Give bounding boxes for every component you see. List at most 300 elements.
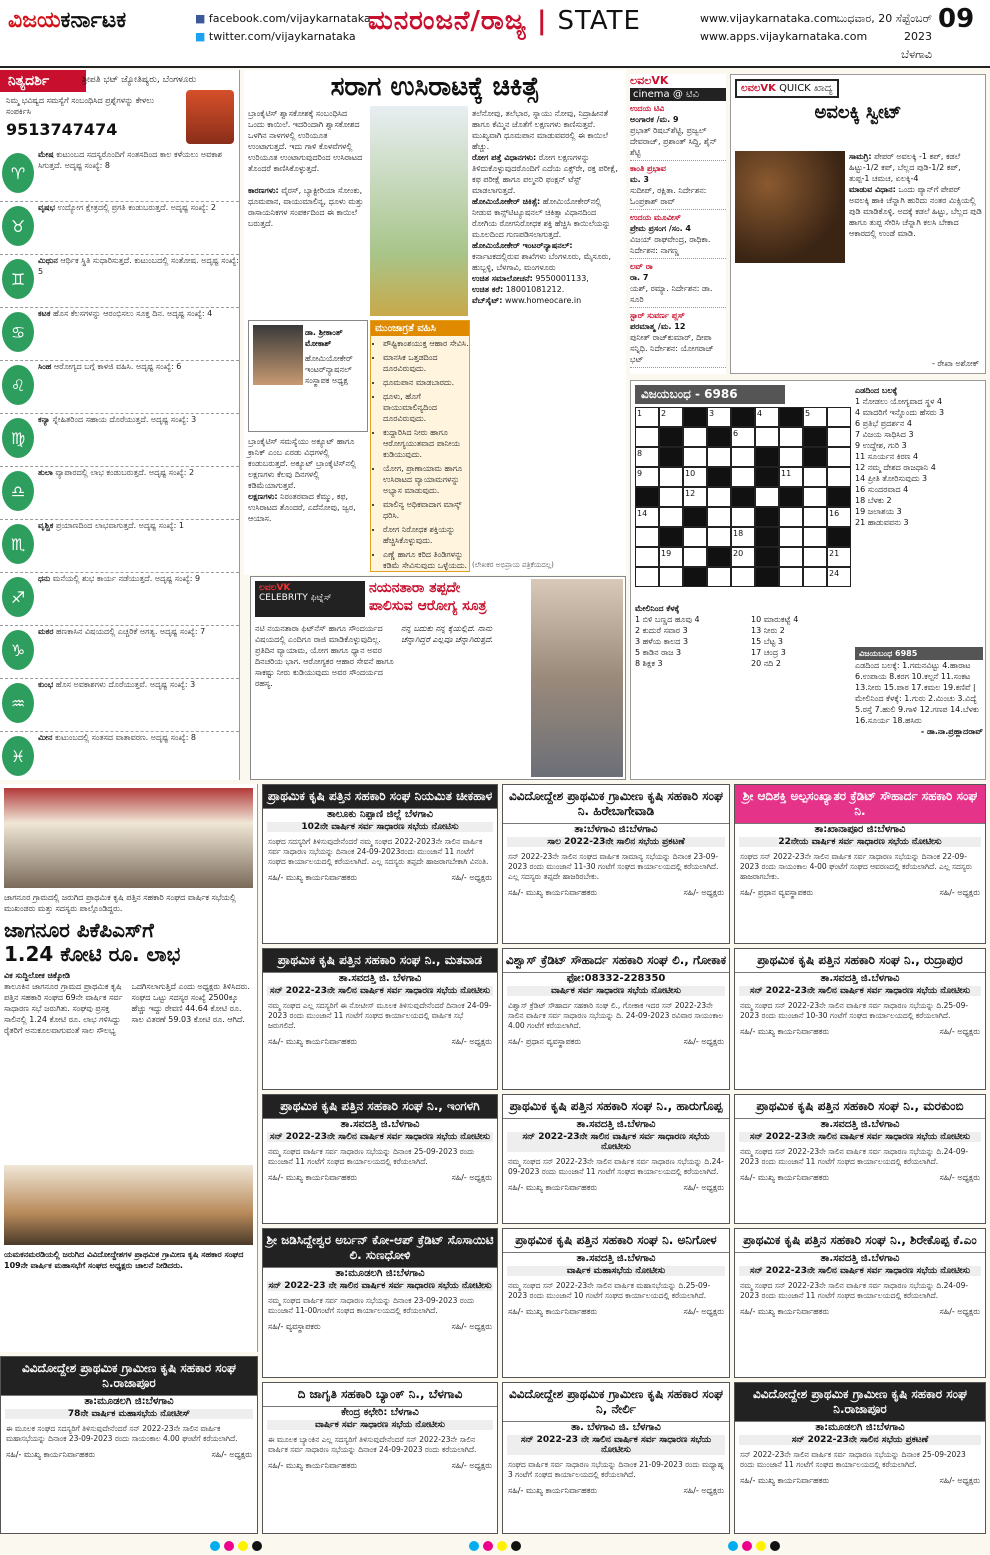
zodiac-list — [0, 149, 239, 785]
crossword-cell[interactable] — [683, 447, 707, 467]
zodiac-text — [38, 520, 184, 572]
notice-signature-right: ಸಹಿ/- ಅಧ್ಯಕ್ಷರು — [451, 1173, 492, 1182]
celebrity-fitness — [250, 576, 626, 780]
down-clue: 13 ನೀರು 2 — [751, 626, 785, 635]
notice-subtitle: ತಾ:ಮೂಡಲಗಿ ಜಿ:ಬೆಳಗಾವಿ — [84, 1396, 174, 1407]
notice-signature-left: ಸಹಿ/- ಮುಖ್ಯ ಕಾರ್ಯನಿರ್ವಾಹಕರು — [268, 873, 358, 882]
zodiac-row — [0, 308, 239, 361]
article-body-1: ಬ್ರಾಂಕೈಟಿಸ್ ಶ್ವಾಸಕೋಶಕ್ಕೆ ಸಂಬಂಧಿಸಿದ ಒಂದು ಕಾಯಿಲೆ. ಇದರಿಂದಾಗಿ ಶ್ವಾಸಕೋಶದ ಒಳಗಿನ ನಾಳಗಳಲ್ಲಿ ಉರಿಯೂತ ಉಂಟಾಗುತ್ತದೆ. ಇದು ಗಾಳಿ ಕೊಳವೆಗಳಲ್ಲಿ ಉರಿಯೂತ ಉಂಟಾಗುವುದರಿಂದ ಉಸಿರಾಟದ ತೊಂದರೆ ಕಾಣಿಸಿಕೊಳ್ಳುತ್ತದೆ. ಕಾರಣಗಳು: ವೈರಸ್, ಬ್ಯಾಕ್ಟೀರಿಯಾ ಸೋಂಕು, ಧೂಮಪಾನ, ವಾಯುಮಾಲಿನ್ಯ, ಧೂಳು ಮತ್ತು ರಾಸಾಯನಿಕಗಳ ಸಂಪರ್ಕದಿಂದ ಈ ಕಾಯಿಲೆ ಬರುತ್ತದೆ. — [248, 109, 364, 228]
crossword-black-cell — [827, 487, 851, 507]
caution-box — [370, 320, 470, 572]
zodiac-row — [0, 361, 239, 414]
crossword-cell[interactable] — [803, 507, 827, 527]
crossword-cell[interactable] — [683, 427, 707, 447]
caution-item: • ಪೌಷ್ಟಿಕಾಂಶಯುಕ್ತ ಆಹಾರ ಸೇವಿಸಿ. — [383, 338, 469, 349]
crossword-cell[interactable] — [779, 527, 803, 547]
zodiac-icon: ♒ — [2, 683, 34, 723]
tv-channel: ಸ್ಟಾರ್ ಸುವರ್ಣ ಪ್ಲಸ್ — [630, 311, 685, 320]
notice-box — [734, 1228, 986, 1378]
across-clue: 1 ನೋಡಲು ಯೋಗ್ಯವಾದ ಸ್ಥಳ 4 — [855, 397, 943, 406]
tv-item — [630, 210, 726, 259]
zodiac-text — [38, 467, 194, 519]
notice-body: ನಮ್ಮ ಸಂಘದ ಸನ್ 2022-23ನೇ ಸಾಲಿನ ವಾರ್ಷಿಕ ಮಹಾಸಭೆಯನ್ನು ದಿ.25-09-2023 ರಂದು ಮುಂಜಾನೆ 10 ಗಂಟೆಗೆ ಸಂಘದ ಕಾರ್ಯಾಲಯದಲ್ಲಿ ಕರೆಯಲಾಗಿದೆ. — [508, 1281, 711, 1300]
crossword-cell[interactable] — [803, 527, 827, 547]
notice-heading: ಸನ್ 2022-23ನೇ ಸಾಲಿನ ಸಭೆಯ ಪ್ರಕಟಣೆ — [739, 1435, 981, 1445]
notice-body: ನಮ್ಮ ಸಂಘದ ಸನ್ 2022-23ನೇ ಸಾಲಿನ ವಾರ್ಷಿಕ ಸರ್ವ ಸಾಧಾರಣ ಸಭೆಯನ್ನು ದಿ.25-09-2023 ರಂದು ಮುಂಜಾನೆ 10-30 ಗಂಟೆಗೆ ಸಂಘದ ಕಾರ್ಯಾಲಯದಲ್ಲಿ ಕರೆಯಲಾಗಿದೆ. — [740, 1001, 969, 1020]
astrology-title: ನಿತ್ಯದರ್ಶಿ — [0, 70, 86, 92]
notice-title: ಪ್ರಾಥಮಿಕ ಕೃಷಿ ಪತ್ತಿನ ಸಹಕಾರಿ ಸಂಘ ನಿ., ಮತವಾಡ — [263, 949, 497, 973]
crossword-black-cell — [755, 547, 779, 567]
notice-heading: ಸನ್ 2022-23 ನೇ ಸಾಲಿನ ವಾರ್ಷಿಕ ಸರ್ವ ಸಾಧಾರಣ ಸಭೆಯ ನೋಟೀಸು — [268, 1281, 492, 1291]
zodiac-name: ಮಿಥುನ — [38, 256, 58, 265]
notice-heading: ವಾರ್ಷಿಕ ಸರ್ವ ಸಾಧಾರಣ ಸಭೆಯ ನೋಟೀಸು — [267, 1420, 493, 1430]
crossword-cell[interactable] — [803, 467, 827, 487]
function-photo — [4, 1165, 253, 1245]
crossword-cell[interactable] — [755, 427, 779, 447]
doctor-photo — [253, 325, 303, 385]
crossword-cell[interactable]: 2 — [659, 407, 683, 427]
crossword-down — [635, 603, 851, 669]
crossword-cell[interactable]: 20 — [731, 547, 755, 567]
notice-box — [502, 784, 730, 944]
crossword-answers: ವಿಜಯಬಂಧ 6985 ಎಡದಿಂದ ಬಲಕ್ಕೆ: 1.ಗಮನವಿಟ್ಟು 4.ಹಾರಾಟ 6.ಉಪಾಯ 8.ಕರಗ 10.ಕಲ್ಪನೆ 11.ಸಂಕಟ 13.ನೀರು 15.ಪಾಠ 17.ಕಮಲ 19.ಕಣಿವೆ | ಮೇಲಿನಿಂದ ಕೆಳಕ್ಕೆ: 1.ಗುರು 2.ಮಿಂಚು 3.ವಿದ್ಯೆ 5.ರಸ್ತೆ 7.ಹುಲಿ 9.ಗಾಳಿ 12.ಗಣಪ 14.ಬೆಳಕು 16.ಸೂರ್ಯ 18.ಹಸಿರು - ಡಾ.ನಾ.ಪ್ರಹ್ಲಾದರಾವ್ — [855, 649, 983, 736]
news-dateline: ವಿಕ ಸುದ್ದಿಲೋಕ ಚಿಕ್ಕೋಡಿ — [4, 971, 71, 980]
notice-signature-left: ಸಹಿ/- ಮುಖ್ಯ ಕಾರ್ಯನಿರ್ವಾಹಕರು — [268, 1173, 358, 1182]
notice-body: ನಮ್ಮ ಸಂಘದ ವಾರ್ಷಿಕ ಸರ್ವ ಸಾಧಾರಣ ಸಭೆಯನ್ನು ದಿನಾಂಕ 23-09-2023 ರಂದು ಮುಂಜಾನೆ 11-00ಗಂಟೆಗೆ ಸಂಘದ ಕಾರ್ಯಾಲಯದಲ್ಲಿ ಕರೆಯಲಾಗಿದೆ. — [268, 1296, 475, 1315]
tv-channel: ಲವ್ ರಾ — [630, 262, 653, 271]
twitter-link[interactable]: ■ twitter.com/vijaykarnataka — [195, 30, 356, 43]
notice-heading: 78ನೇ ವಾರ್ಷಿಕ ಮಹಾಸಭೆಯ ನೋಟೀಸ್ — [5, 1409, 253, 1419]
crossword-cell[interactable] — [731, 507, 755, 527]
zodiac-name: ಮಕರ — [38, 627, 54, 636]
notice-box — [0, 1356, 258, 1534]
crossword-cell[interactable] — [731, 467, 755, 487]
crossword-cell[interactable] — [731, 567, 755, 587]
tv-tag: cinema @ ಟಿವಿ — [630, 88, 726, 101]
astrology-intro: ನಿಮ್ಮ ಭವಿಷ್ಯದ ಸಮಸ್ಯೆಗೆ ಸಂಬಂಧಿಸಿದ ಪ್ರಶ್ನೆಗಳನ್ನು ಕೇಳಲು ಸಂಪರ್ಕಿಸಿ — [6, 96, 155, 116]
notice-signature-right: ಸಹಿ/- ಅಧ್ಯಕ್ಷರು — [939, 1173, 980, 1182]
notice-body: ಸಂಘದ ವಾರ್ಷಿಕ ಸರ್ವ ಸಾಧಾರಣ ಸಭೆಯನ್ನು ದಿನಾಂಕ 21-09-2023 ರಂದು ಮಧ್ಯಾಹ್ನ 3 ಗಂಟೆಗೆ ಸಂಘದ ಕಾರ್ಯಾಲಯದಲ್ಲಿ ಕರೆಯಲಾಗಿದೆ. — [508, 1460, 724, 1479]
notice-signatures — [503, 1034, 729, 1049]
tv-item — [630, 259, 726, 308]
across-clue: 11 ಸೂರ್ಯನ ಕಿರಣ 4 — [855, 452, 919, 461]
notice-title: ವಿವಿದೋದ್ದೇಶ ಪ್ರಾಥಮಿಕ ಗ್ರಾಮೀಣ ಕೃಷಿ ಸಹಕಾರ ಸಂಘ ನಿ.ರಾಜಾಪೂರ — [735, 1383, 985, 1422]
crossword-cell[interactable] — [635, 527, 659, 547]
zodiac-row — [0, 149, 239, 202]
celebrity-badge: ಲವಲVK CELEBRITY ಫಿಟ್ನೆಸ್ — [255, 581, 365, 617]
article-body-2: ಬ್ರಾಂಕೈಟಿಸ್ ಸಮಸ್ಯೆಯು ಅಕ್ಯೂಟ್ ಹಾಗೂ ಕ್ರಾನಿಕ್ ಎಂಬ ಎರಡು ವಿಧಗಳಲ್ಲಿ ಕಂಡುಬರುತ್ತದೆ. ಅಕ್ಯೂಟ್ ಬ್ರಾಂಕೈಟಿಸ್‌ನಲ್ಲಿ ಲಕ್ಷಣಗಳು ಕೆಲವು ದಿನಗಳಲ್ಲಿ ಕಡಿಮೆಯಾಗುತ್ತವೆ. ಲಕ್ಷಣಗಳು: ನಿರಂತರವಾದ ಕೆಮ್ಮು, ಕಫ, ಉಸಿರಾಟದ ತೊಂದರೆ, ಎದೆನೋವು, ಜ್ವರ, ಆಯಾಸ. — [248, 437, 356, 523]
crossword-cell[interactable]: 12 — [683, 487, 707, 507]
notice-signature-right: ಸಹಿ/- ಅಧ್ಯಕ್ಷರು — [939, 1476, 980, 1485]
crossword-cell[interactable]: 11 — [779, 467, 803, 487]
zodiac-text — [38, 149, 239, 201]
notice-subtitle: ತಾ. ಬೆಳಗಾವಿ ಜಿ. ಬೆಳಗಾವಿ — [571, 1422, 661, 1433]
down-clue: 1 ಬಿಳಿ ಬಣ್ಣದ ಹೂವು 4 — [635, 615, 700, 624]
zodiac-row — [0, 679, 239, 732]
notice-signature-right: ಸಹಿ/- ಅಧ್ಯಕ್ಷರು — [451, 1322, 492, 1331]
zodiac-name: ಸಿಂಹ — [38, 362, 52, 371]
crossword-cell[interactable] — [755, 487, 779, 507]
meeting-photo — [4, 788, 253, 888]
notice-signatures — [735, 1304, 985, 1319]
notice-title: ಪ್ರಾಥಮಿಕ ಕೃಷಿ ಪತ್ತಿನ ಸಹಕಾರಿ ಸಂಘ ನಿ., ರುದ್ರಾಪುರ — [735, 949, 985, 973]
zodiac-icon: ♉ — [2, 206, 34, 246]
zodiac-row — [0, 414, 239, 467]
zodiac-prediction: ಆರ್ಥಿಕ ಸ್ಥಿತಿ ಸುಧಾರಿಸುತ್ತದೆ. ಕುಟುಂಬದಲ್ಲಿ ಸಂತೋಷ. ಅದೃಷ್ಟ ಸಂಖ್ಯೆ: 5 — [38, 256, 239, 276]
crossword-cell[interactable] — [659, 507, 683, 527]
zodiac-text — [38, 361, 181, 413]
crossword-cell[interactable] — [827, 407, 851, 427]
crossword-black-cell — [827, 527, 851, 547]
crossword-cell[interactable]: 1 — [635, 407, 659, 427]
notice-title: ವಿವಿದೋದ್ದೇಶ ಪ್ರಾಥಮಿಕ ಗ್ರಾಮೀಣ ಕೃಷಿ ಸಹಕಾರ ಸಂಘ ನಿ.ರಾಜಾಪೂರ — [1, 1357, 257, 1396]
notice-signatures — [1, 1447, 257, 1462]
notice-subtitle: ಫೋ:08332-228350 — [566, 973, 666, 984]
notice-box — [502, 1382, 730, 1534]
zodiac-icon: ♎ — [2, 471, 34, 511]
tv-desc: ಯಶ್, ರಮ್ಯಾ. ನಿರ್ದೇಶನ: ಡಾ. ಸೂರಿ — [630, 284, 713, 304]
crossword-cell[interactable] — [707, 507, 731, 527]
notice-body: ಸನ್ 2022-23ನೇ ಸಾಲಿನ ವಾರ್ಷಿಕ ಸರ್ವ ಸಾಧಾರಣ ಸಭೆಯನ್ನು ದಿನಾಂಕ 25-09-2023 ರಂದು ಮುಂಜಾನೆ 11 ಗಂಟೆಗೆ ಸಂಘದ ಕಾರ್ಯಾಲಯದಲ್ಲಿ ಕರೆಯಲಾಗಿದೆ. — [740, 1450, 966, 1469]
zodiac-prediction: ಸ್ನೇಹಿತರಿಂದ ಸಹಾಯ ದೊರೆಯುತ್ತದೆ. ಅದೃಷ್ಟ ಸಂಖ್ಯೆ: 3 — [49, 415, 197, 424]
notice-box — [262, 1094, 498, 1224]
zodiac-icon: ♋ — [2, 312, 34, 352]
crossword-black-cell — [755, 567, 779, 587]
across-clues — [855, 396, 983, 528]
crossword — [630, 380, 986, 780]
notice-signature-left: ಸಹಿ/- ಮುಖ್ಯ ಕಾರ್ಯನಿರ್ವಾಹಕರು — [268, 1461, 358, 1470]
crossword-cell[interactable] — [659, 467, 683, 487]
crossword-cell[interactable]: 3 — [707, 407, 731, 427]
notice-signature-left: ಸಹಿ/- ಮುಖ್ಯ ಕಾರ್ಯನಿರ್ವಾಹಕರು — [740, 1173, 830, 1182]
tv-list — [630, 101, 726, 368]
across-clue: 9 ಉದ್ದೇಶ, ಗುರಿ 3 — [855, 441, 907, 450]
tv-item — [630, 101, 726, 161]
notice-signatures — [735, 1473, 985, 1488]
notice-subtitle: ತಾ:ಬೆಳಗಾವಿ ಜಿ:ಬೆಳಗಾವಿ — [574, 824, 658, 835]
crossword-cell[interactable] — [803, 567, 827, 587]
crossword-black-cell — [683, 567, 707, 587]
tv-time: ರಾ. 7 — [630, 273, 649, 282]
zodiac-text — [38, 626, 205, 678]
crossword-black-cell — [755, 507, 779, 527]
down-clue: 15 ಬೆಟ್ಟ 3 — [751, 637, 783, 646]
crossword-cell[interactable] — [779, 547, 803, 567]
notice-signatures — [263, 870, 497, 885]
crossword-black-cell — [779, 407, 803, 427]
notice-signatures — [263, 1458, 497, 1473]
crossword-cell[interactable] — [635, 427, 659, 447]
crossword-black-cell — [683, 407, 707, 427]
notice-heading: ಸಾಲ 2022-23ನೇ ಸಾಲಿನ ಸಭೆಯ ಪ್ರಕಟಣೆ — [507, 837, 725, 847]
down-clue: 17 ಚಂದ್ರ 3 — [751, 648, 786, 657]
tv-time: ಮ. 3 — [630, 175, 649, 184]
crossword-cell[interactable]: 24 — [827, 567, 851, 587]
crossword-cell[interactable] — [827, 467, 851, 487]
crossword-cell[interactable]: 21 — [827, 547, 851, 567]
zodiac-prediction: ಕುಟುಂಬದಲ್ಲಿ ಸಂತಸದ ವಾತಾವರಣ. ಅದೃಷ್ಟ ಸಂಖ್ಯೆ: 8 — [52, 733, 197, 742]
crossword-cell[interactable]: 18 — [731, 527, 755, 547]
tv-time: ಪ್ರೇಮ ಪ್ರಸಂಗ /ಸಂ. 4 — [630, 224, 691, 233]
masthead — [0, 0, 990, 68]
zodiac-text — [38, 679, 195, 731]
crossword-black-cell — [707, 427, 731, 447]
notice-signatures — [263, 1034, 497, 1049]
notice-subtitle: ತಾ:ಖಾನಾಪೂರ ಜಿ:ಬೆಳಗಾವಿ — [814, 824, 906, 835]
notice-subtitle: ತಾಲೂಕು ನಿಪ್ಪಾಣಿ ಜಿಲ್ಲೆ ಬೆಳಗಾವಿ — [326, 809, 433, 820]
crossword-cell[interactable] — [707, 567, 731, 587]
caution-item: • ರೋಗ ನಿರೋಧಕ ಶಕ್ತಿಯನ್ನು ಹೆಚ್ಚಿಸಿಕೊಳ್ಳುವುದು. — [383, 524, 469, 546]
crossword-cell[interactable] — [635, 547, 659, 567]
crossword-cell[interactable]: 14 — [635, 507, 659, 527]
notice-signatures — [503, 885, 729, 900]
crossword-cell[interactable] — [635, 567, 659, 587]
doctor-box — [248, 320, 368, 432]
notice-heading: ಸನ್ 2022-23ನೇ ಸಾಲಿನ ವಾರ್ಷಿಕ ಸರ್ವ ಸಾಧಾರಣ ಸಭೆಯ ನೋಟೀಸು — [267, 986, 493, 996]
crossword-cell[interactable]: 8 — [635, 447, 659, 467]
crossword-black-cell — [731, 487, 755, 507]
down-title: ಮೇಲಿನಿಂದ ಕೆಳಕ್ಕೆ — [635, 604, 680, 613]
article-headline: ಸರಾಗ ಉಸಿರಾಟಕ್ಕೆ ಚಿಕಿತ್ಸೆ — [330, 72, 540, 102]
zodiac-prediction: ಮನೆಯಲ್ಲಿ ಶುಭ ಕಾರ್ಯ ನಡೆಯುತ್ತದೆ. ಅದೃಷ್ಟ ಸಂಖ್ಯೆ: 9 — [50, 574, 201, 583]
notice-heading: ವಾರ್ಷಿಕ ಮಹಾಸಭೆಯ ನೋಟೀಸು — [507, 1266, 725, 1276]
notice-signature-left: ಸಹಿ/- ಮುಖ್ಯ ಕಾರ್ಯನಿರ್ವಾಹಕರು — [6, 1450, 96, 1459]
notice-signature-left: ಸಹಿ/- ಮುಖ್ಯ ಕಾರ್ಯನಿರ್ವಾಹಕರು — [508, 1486, 598, 1495]
notice-title: ಪ್ರಾಥಮಿಕ ಕೃಷಿ ಪತ್ತಿನ ಸಹಕಾರಿ ಸಂಘ ನಿ., ಇಂಗಳಗಿ — [263, 1095, 497, 1119]
notice-heading: 22ನೇಯ ವಾರ್ಷಿಕ ಸರ್ವ ಸಾಧಾರಣ ಸಭೆಯ ನೋಟೀಸು — [739, 837, 981, 847]
tv-listings — [630, 74, 726, 374]
celebrity-body: ನಟಿ ನಯನತಾರಾ ಫಿಟ್‌ನೆಸ್ ಹಾಗೂ ಸೌಂದರ್ಯದ ವಿಷಯದಲ್ಲಿ ಎಂದಿಗೂ ರಾಜಿ ಮಾಡಿಕೊಳ್ಳುವುದಿಲ್ಲ. ಪ್ರತಿದಿನ ವ್ಯಾಯಾಮ, ಯೋಗ ಹಾಗೂ ಧ್ಯಾನ ಅವರ ದಿನಚರಿಯ ಭಾಗ. ಆರೋಗ್ಯಕರ ಆಹಾರ ಸೇವನೆ ಹಾಗೂ ಸಾಕಷ್ಟು ನೀರು ಕುಡಿಯುವುದು ಅವರ ಸೌಂದರ್ಯದ ರಹಸ್ಯ. — [255, 624, 394, 688]
tv-desc: ಸುದೀಪ್, ರಕ್ಷಿತಾ. ನಿರ್ದೇಶನ: ಓಂಪ್ರಕಾಶ್ ರಾವ್ — [630, 186, 707, 206]
notice-box — [734, 1094, 986, 1224]
notice-subtitle: ತಾ:ಮೂಡಲಗಿ ಜಿ:ಬೆಳಗಾವಿ — [335, 1268, 425, 1279]
zodiac-prediction: ಹಣಕಾಸಿನ ವಿಷಯದಲ್ಲಿ ಎಚ್ಚರಿಕೆ ಅಗತ್ಯ. ಅದೃಷ್ಟ ಸಂಖ್ಯೆ: 7 — [53, 627, 206, 636]
website-link[interactable]: www.vijaykarnataka.com — [700, 12, 838, 25]
notice-heading: ಸನ್ 2022-23ನೇ ಸಾಲಿನ ವಾರ್ಷಿಕ ಸರ್ವ ಸಾಧಾರಣ ಸಭೆಯ ನೋಟೀಸು — [267, 1132, 493, 1142]
zodiac-name: ಕನ್ಯಾ — [38, 415, 50, 424]
notice-signature-right: ಸಹಿ/- ಅಧ್ಯಕ್ಷರು — [451, 1461, 492, 1470]
notice-signature-left: ಸಹಿ/- ಮುಖ್ಯ ಕಾರ್ಯನಿರ್ವಾಹಕರು — [740, 1476, 830, 1485]
notice-signature-right: ಸಹಿ/- ಅಧ್ಯಕ್ಷರು — [683, 1183, 724, 1192]
notice-subtitle: ತಾ.ಸವದತ್ತಿ ಜಿ. ಬೆಳಗಾವಿ — [338, 973, 422, 984]
zodiac-icon: ♌ — [2, 365, 34, 405]
zodiac-row — [0, 520, 239, 573]
notice-heading: ಸನ್ 2022-23ನೇ ಸಾಲಿನ ವಾರ್ಷಿಕ ಸರ್ವ ಸಾಧಾರಣ ಸಭೆಯ ನೋಟೀಸು — [739, 1266, 981, 1276]
notice-signature-right: ಸಹಿ/- ಅಧ್ಯಕ್ಷರು — [683, 888, 724, 897]
notice-box — [734, 784, 986, 944]
celebrity-headline: ನಯನತಾರಾ ತಪ್ಪದೇ ಪಾಲಿಸುವ ಆರೋಗ್ಯ ಸೂತ್ರ — [369, 580, 487, 614]
tv-time: ಪರಮಾತ್ಮ /ಮ. 12 — [630, 322, 686, 331]
celebrity-quote: ನನ್ನ ಬದುಕು ನನ್ನ ಕೈಯಲ್ಲಿದೆ. ನಾನು ಚೆನ್ನಾಗಿದ್ದರೆ ಎಲ್ಲವೂ ಚೆನ್ನಾಗಿರುತ್ತದೆ. — [401, 624, 494, 644]
crossword-cell[interactable] — [659, 567, 683, 587]
down-clue: 10 ಮಾರುಕಟ್ಟೆ 4 — [751, 615, 799, 624]
notice-body: ಈ ಮೂಲಕ ಬ್ಯಾಂಕಿನ ಎಲ್ಲ ಸದಸ್ಯರಿಗೆ ತಿಳಿಸುವುದೇನೆಂದರೆ ಸನ್ 2022-23ನೇ ಸಾಲಿನ ವಾರ್ಷಿಕ ಸರ್ವ ಸಾಧಾರಣ ಸಭೆಯನ್ನು ದಿನಾಂಕ 24-09-2023 ರಂದು ಕರೆಯಲಾಗಿದೆ. — [268, 1435, 477, 1454]
zodiac-icon: ♈ — [2, 153, 34, 193]
news-column — [0, 784, 258, 1352]
crossword-cell[interactable]: 5 — [803, 407, 827, 427]
notice-box — [262, 1382, 498, 1534]
facebook-link[interactable]: ■ facebook.com/vijaykarnataka — [195, 12, 371, 25]
astrology-phone[interactable]: 9513747474 — [6, 120, 118, 139]
notice-box — [502, 948, 730, 1090]
crossword-cell[interactable] — [731, 447, 755, 467]
news-body: ತಾಲೂಕಿನ ಜಾಗನೂರ ಗ್ರಾಮದ ಪ್ರಾಥಮಿಕ ಕೃಷಿ ಪತ್ತಿನ ಸಹಕಾರಿ ಸಂಘದ 69ನೇ ವಾರ್ಷಿಕ ಸರ್ವ ಸಾಧಾರಣ ಸಭೆ ಜರುಗಿತು. ಸಂಘವು ಪ್ರಸಕ್ತ ಸಾಲಿನಲ್ಲಿ 1.24 ಕೋಟಿ ರೂ. ಲಾಭ ಗಳಿಸಿದ್ದು ರೈತರಿಗೆ ಅನುಕೂಲವಾಗುವಂತೆ ಸಾಲ ಸೌಲಭ್ಯ ಒದಗಿಸಲಾಗುತ್ತಿದೆ ಎಂದು ಅಧ್ಯಕ್ಷರು ತಿಳಿಸಿದರು. ಸಂಘದ ಒಟ್ಟು ಸದಸ್ಯರ ಸಂಖ್ಯೆ 2500ಕ್ಕೂ ಹೆಚ್ಚು ಇದ್ದು ಠೇವಣಿ 44.64 ಕೋಟಿ ರೂ. ಸಾಲ ವಿತರಣೆ 59.03 ಕೋಟಿ ರೂ. ಆಗಿದೆ. — [4, 982, 250, 1035]
notice-subtitle: ತಾ.ಸವದತ್ತಿ ಜಿ.ಬೆಳಗಾವಿ — [820, 973, 900, 984]
down-clue: 5 ಕಾಡಿನ ರಾಜ 3 — [635, 648, 682, 657]
nayanthara-photo — [531, 579, 623, 777]
crossword-cell[interactable]: 10 — [683, 467, 707, 487]
crossword-cell[interactable] — [779, 507, 803, 527]
notice-signature-right: ಸಹಿ/- ಅಧ್ಯಕ್ಷರು — [683, 1307, 724, 1316]
caution-item: • ಧೂಳು, ಹೊಗೆ ವಾಯುಮಾಲಿನ್ಯದಿಂದ ದೂರವಿರುವುದು. — [383, 391, 469, 424]
crossword-cell[interactable] — [803, 487, 827, 507]
tv-channel: ಉದಯ ಮೂವೀಸ್ — [630, 213, 681, 222]
zodiac-icon: ♐ — [2, 577, 34, 617]
crossword-cell[interactable] — [707, 487, 731, 507]
crossword-cell[interactable] — [803, 547, 827, 567]
crossword-grid[interactable] — [635, 407, 851, 587]
notice-body: ನಮ್ಮ ಸಂಘದ ಸನ್ 2022-23ನೇ ಸಾಲಿನ ವಾರ್ಷಿಕ ಸರ್ವ ಸಾಧಾರಣ ಸಭೆಯನ್ನು ದಿ.24-09-2023 ರಂದು ಮುಂಜಾನೆ 11 ಗಂಟೆಗೆ ಸಂಘದ ಕಾರ್ಯಾಲಯದಲ್ಲಿ ಕರೆಯಲಾಗಿದೆ. — [740, 1281, 969, 1300]
notice-box — [262, 1228, 498, 1378]
tv-brand: ಲವಲVK — [630, 74, 669, 87]
notice-subtitle: ತಾ.ಸವದತ್ತಿ ಜಿ.ಬೆಳಗಾವಿ — [820, 1119, 900, 1130]
crossword-cell[interactable] — [827, 447, 851, 467]
crossword-cell[interactable]: 19 — [659, 547, 683, 567]
tv-item — [630, 161, 726, 210]
across-clue: 6 ಪ್ರತಿಭೆ ಪ್ರದರ್ಶನ 4 — [855, 419, 912, 428]
notice-title: ಪ್ರಾಥಮಿಕ ಕೃಷಿ ಪತ್ತಿನ ಸಹಕಾರಿ ಸಂಘ ನಿ. ಅನಿಗೋಳ — [503, 1229, 729, 1253]
notice-signature-left: ಸಹಿ/- ಮುಖ್ಯ ಕಾರ್ಯನಿರ್ವಾಹಕರು — [508, 1307, 598, 1316]
zodiac-name: ಮೀನ — [38, 733, 53, 742]
crossword-black-cell — [755, 467, 779, 487]
crossword-black-cell — [707, 547, 731, 567]
notice-subtitle: ತಾ.ಸವದತ್ತಿ ಜಿ.ಬೆಳಗಾವಿ — [576, 1253, 656, 1264]
crossword-black-cell — [707, 467, 731, 487]
notice-box — [734, 948, 986, 1090]
crossword-side — [855, 385, 983, 528]
caution-item: • ಮಾನಸಿಕ ಒತ್ತಡದಿಂದ ದೂರವಿರುವುದು. — [383, 352, 469, 374]
notice-box — [502, 1094, 730, 1224]
crossword-cell[interactable] — [827, 427, 851, 447]
zodiac-name: ಧನು — [38, 574, 51, 583]
notice-body: ನಮ್ಮ ಸಂಘದ ಸನ್ 2022-23ನೇ ಸಾಲಿನ ವಾರ್ಷಿಕ ಸರ್ವ ಸಾಧಾರಣ ಸಭೆಯನ್ನು ದಿ.24-09-2023 ರಂದು ಮುಂಜಾನೆ 11 ಗಂಟೆಗೆ ಸಂಘದ ಕಾರ್ಯಾಲಯದಲ್ಲಿ ಕರೆಯಲಾಗಿದೆ. — [508, 1157, 724, 1176]
zodiac-icon: ♑ — [2, 630, 34, 670]
notice-heading: ಸನ್ 2022-23ನೇ ಸಾಲಿನ ವಾರ್ಷಿಕ ಸರ್ವ ಸಾಧಾರಣ ಸಭೆಯ ನೋಟೀಸು — [507, 1132, 725, 1152]
notice-box — [262, 784, 498, 944]
zodiac-row — [0, 202, 239, 255]
newspaper-logo[interactable]: ವಿಜಯಕರ್ನಾಟಕ — [8, 8, 127, 33]
tv-time: ಅಂಗಾರಕ /ಮ. 9 — [630, 115, 679, 124]
crossword-black-cell — [755, 527, 779, 547]
crossword-black-cell — [659, 427, 683, 447]
notice-box — [502, 1228, 730, 1378]
notice-title: ಪ್ರಾಥಮಿಕ ಕೃಷಿ ಪತ್ತಿನ ಸಹಕಾರಿ ಸಂಘ ನಿ., ಮರಕುಂಬಿ — [735, 1095, 985, 1119]
crossword-cell[interactable] — [683, 547, 707, 567]
notice-body: ಸಂಘದ ಸನ್ 2022-23ನೇ ಸಾಲಿನ ವಾರ್ಷಿಕ ಸರ್ವ ಸಾಧಾರಣ ಸಭೆಯನ್ನು ದಿನಾಂಕ 22-09-2023 ರಂದು ಸಾಯಂಕಾಲ 4-00 ಘಂಟೆಗೆ ಸಂಘದ ಆವರಣದಲ್ಲಿ ಕರೆಯಲಾಗಿದೆ. ಎಲ್ಲ ಸದಸ್ಯರು ಹಾಜರಾಗಬೇಕು. — [740, 852, 973, 881]
article-body-col3: ತಲೆನೋವು, ತಲೆಭಾರ, ಸ್ನಾಯು ನೋವು, ನಿದ್ರಾಹೀನತೆ ಹಾಗೂ ಕೆಮ್ಮಿನ ಜೊತೆಗೆ ಲಕ್ಷಣಗಳು ಕಾಣಿಸುತ್ತವೆ. ಮುಖ್ಯವಾಗಿ ಧೂಮಪಾನ ಮಾಡುವವರಲ್ಲಿ ಈ ಕಾಯಿಲೆ ಹೆಚ್ಚು. ರೋಗ ಪತ್ತೆ ವಿಧಾನಗಳು: ರೋಗ ಲಕ್ಷಣಗಳನ್ನು ತಿಳಿದುಕೊಳ್ಳುವುದರೊಂದಿಗೆ ಎದೆಯ ಎಕ್ಸ್‌ರೇ, ರಕ್ತ ಪರೀಕ್ಷೆ, ಕಫ ಪರೀಕ್ಷೆ ಹಾಗೂ ಪಲ್ಮನರಿ ಫಂಕ್ಷನ್ ಟೆಸ್ಟ್ ಮಾಡಲಾಗುತ್ತದೆ. ಹೋಮಿಯೋಕೇರ್ ಚಿಕಿತ್ಸೆ: ಹೋಮಿಯೋಕೇರ್‌ನಲ್ಲಿ ನೀಡುವ ಕಾನ್ಸ್‌ಟಿಟ್ಯೂಷನಲ್ ಚಿಕಿತ್ಸಾ ವಿಧಾನದಿಂದ ರೋಗಿಯ ರೋಗನಿರೋಧಕ ಶಕ್ತಿ ಹೆಚ್ಚಿಸಿ ಕಾಯಿಲೆಯನ್ನು ಮೂಲದಿಂದ ಗುಣಪಡಿಸಲಾಗುತ್ತದೆ. ಹೋಮಿಯೋಕೇರ್ ಇಂಟರ್‌ನ್ಯಾಷನಲ್: ಕರ್ನಾಟಕದಲ್ಲಿರುವ ಶಾಖೆಗಳು ಬೆಂಗಳೂರು, ಮೈಸೂರು, ಹುಬ್ಬಳ್ಳಿ, ಬೆಳಗಾವಿ, ಮಂಗಳೂರು ಉಚಿತ ಸಮಾಲೋಚನೆ: 9550001133, ಉಚಿತ ಕರೆ: 18001081212. ವೆಬ್‌ಸೈಟ್: www.homeocare.in — [472, 109, 618, 305]
page-number: 09 — [938, 4, 975, 34]
zodiac-name: ವೃಶ್ಚಿಕ — [38, 521, 54, 530]
recipe-box — [730, 74, 986, 374]
crossword-black-cell — [731, 407, 755, 427]
crossword-cell[interactable] — [659, 487, 683, 507]
crossword-cell[interactable]: 4 — [755, 407, 779, 427]
crossword-cell[interactable]: 6 — [731, 427, 755, 447]
crossword-black-cell — [659, 527, 683, 547]
notice-body: ನಮ್ಮ ಸಂಘದ ಸನ್ 2022-23ನೇ ಸಾಲಿನ ವಾರ್ಷಿಕ ಸರ್ವ ಸಾಧಾರಣ ಸಭೆಯನ್ನು ದಿ.24-09-2023 ರಂದು ಮುಂಜಾನೆ 11 ಗಂಟೆಗೆ ಸಂಘದ ಕಾರ್ಯಾಲಯದಲ್ಲಿ ಕರೆಯಲಾಗಿದೆ. — [740, 1147, 969, 1166]
notice-subtitle: ತಾ.ಸವದತ್ತಿ ಜಿ.ಬೆಳಗಾವಿ — [820, 1253, 900, 1264]
notice-box — [734, 1382, 986, 1534]
recipe-badge: ಲವಲVK QUICK ಖಾದ್ಯ — [735, 79, 839, 98]
crossword-black-cell — [635, 487, 659, 507]
twitter-icon: ■ — [195, 30, 206, 43]
crossword-cell[interactable] — [707, 527, 731, 547]
zodiac-icon: ♍ — [2, 418, 34, 458]
notice-title: ವಿವಿದೋದ್ದೇಶ ಪ್ರಾಥಮಿಕ ಗ್ರಾಮೀಣ ಕೃಷಿ ಸಹಕಾರಿ ಸಂಘ ನಿ. ಹಿರೇಬಾಗೇವಾಡಿ — [503, 785, 729, 824]
notice-signatures — [503, 1180, 729, 1195]
recipe-author: - ರೇಖಾ ಅಶೋಕ್ — [931, 359, 979, 368]
crossword-black-cell — [779, 487, 803, 507]
crossword-cell[interactable] — [779, 567, 803, 587]
tv-channel: ಕಾಂತಿ ಪ್ರಭಾವ — [630, 164, 666, 173]
notice-body: ಈ ಮೂಲಕ ಸಂಘದ ಸದಸ್ಯರಿಗೆ ತಿಳಿಸುವುದೇನೆಂದರೆ ಸನ್ 2022-23ನೇ ಸಾಲಿನ ವಾರ್ಷಿಕ ಮಹಾಸಭೆಯನ್ನು ದಿನಾಂಕ 23-09-2023 ರಂದು ಸಾಯಂಕಾಲ 4.00 ಘಂಟೆಗೆ ಕರೆಯಲಾಗಿದೆ. — [6, 1424, 238, 1443]
caution-item: • ಎಣ್ಣೆ ಹಾಗೂ ಕರಿದ ತಿಂಡಿಗಳನ್ನು ಕಡಿಮೆ ಸೇವಿಸುವುದು ಒಳ್ಳೆಯದು. — [383, 549, 469, 571]
notice-signature-left: ಸಹಿ/- ಮುಖ್ಯ ಕಾರ್ಯನಿರ್ವಾಹಕರು — [508, 1183, 598, 1192]
zodiac-prediction: ಉದ್ಯೋಗ ಕ್ಷೇತ್ರದಲ್ಲಿ ಪ್ರಗತಿ ಕಂಡುಬರುತ್ತದೆ. ಅದೃಷ್ಟ ಸಂಖ್ಯೆ: 2 — [54, 203, 216, 212]
notice-signature-left: ಸಹಿ/- ಮುಖ್ಯ ಕಾರ್ಯನಿರ್ವಾಹಕರು — [268, 1037, 358, 1046]
crossword-cell[interactable] — [683, 527, 707, 547]
crossword-cell[interactable]: 9 — [635, 467, 659, 487]
crossword-cell[interactable] — [779, 427, 803, 447]
notice-signature-right: ಸಹಿ/- ಅಧ್ಯಕ್ಷರು — [451, 1037, 492, 1046]
zodiac-prediction: ಹೊಸ ಕೆಲಸಗಳನ್ನು ಆರಂಭಿಸಲು ಸೂಕ್ತ ದಿನ. ಅದೃಷ್ಟ ಸಂಖ್ಯೆ: 4 — [50, 309, 213, 318]
zodiac-name: ವೃಷಭ — [38, 203, 55, 212]
zodiac-icon: ♊ — [2, 259, 34, 299]
woman-breathing-photo — [370, 106, 468, 316]
notice-body: ನಮ್ಮ ಸಂಘದ ವಾರ್ಷಿಕ ಸರ್ವ ಸಾಧಾರಣ ಸಭೆಯನ್ನು ದಿನಾಂಕ 25-09-2023 ರಂದು ಮುಂಜಾನೆ 11 ಗಂಟೆಗೆ ಸಂಘದ ಕಾರ್ಯಾಲಯದಲ್ಲಿ ಕರೆಯಲಾಗಿದೆ. — [268, 1147, 475, 1166]
zodiac-name: ಕಟಕ — [38, 309, 51, 318]
zodiac-text — [38, 414, 196, 466]
recipe-title: ಅವಲಕ್ಕಿ ಸ್ವೀಟ್ — [814, 102, 902, 123]
tv-channel: ಉದಯ ಟಿವಿ — [630, 104, 665, 113]
notice-signature-left: ಸಹಿ/- ಮುಖ್ಯ ಕಾರ್ಯನಿರ್ವಾಹಕರು — [508, 888, 598, 897]
section-title: ಮನರಂಜನೆ/ರಾಜ್ಯ | STATE — [368, 6, 641, 36]
notice-signature-left: ಸಹಿ/- ಪ್ರಧಾನ ವ್ಯವಸ್ಥಾಪಕರು — [740, 888, 814, 897]
notice-subtitle: ತಾ.ಸವದತ್ತಿ ಜಿ.ಬೆಳಗಾವಿ — [576, 1119, 656, 1130]
crossword-cell[interactable] — [779, 447, 803, 467]
across-clue: 19 ಜಲಾಶಯ 3 — [855, 507, 902, 516]
crossword-cell[interactable] — [707, 447, 731, 467]
across-title: ಎಡದಿಂದ ಬಲಕ್ಕೆ — [855, 386, 898, 395]
down-clue: 20 ನದಿ 2 — [751, 659, 781, 668]
caution-title: ಮುಂಜಾಗ್ರತೆ ವಹಿಸಿ — [371, 321, 469, 336]
across-clue: 12 ನಮ್ಮ ದೇಶದ ರಾಜಧಾನಿ 4 — [855, 463, 936, 472]
notice-signature-left: ಸಹಿ/- ವ್ಯವಸ್ಥಾಪಕರು — [268, 1322, 321, 1331]
crossword-cell[interactable]: 16 — [827, 507, 851, 527]
notice-title: ಪ್ರಾಥಮಿಕ ಕೃಷಿ ಪತ್ತಿನ ಸಹಕಾರಿ ಸಂಘ ನಿ., ಹಾರುಗೊಪ್ಪ — [503, 1095, 729, 1119]
notice-signature-right: ಸಹಿ/- ಅಧ್ಯಕ್ಷರು — [939, 1027, 980, 1036]
zodiac-row — [0, 255, 239, 308]
zodiac-text — [38, 732, 196, 784]
notice-heading: ಸನ್ 2022-23ನೇ ಸಾಲಿನ ವಾರ್ಷಿಕ ಸರ್ವ ಸಾಧಾರಣ ಸಭೆಯ ನೋಟೀಸು — [739, 1132, 981, 1142]
apps-link[interactable]: www.apps.vijaykarnataka.com — [700, 30, 868, 43]
social-links — [195, 10, 371, 46]
notice-subtitle: ಕೇಂದ್ರ ಕಛೇರಿ: ಬೆಳಗಾವಿ — [341, 1407, 419, 1418]
notice-signature-right: ಸಹಿ/- ಅಧ್ಯಕ್ಷರು — [939, 1307, 980, 1316]
notice-signature-left: ಸಹಿ/- ಮುಖ್ಯ ಕಾರ್ಯನಿರ್ವಾಹಕರು — [740, 1307, 830, 1316]
doctor-title: ಹೋಮಿಯೋಕೇರ್ ಇಂಟರ್‌ನ್ಯಾಷನಲ್ ಸಂಸ್ಥಾಪಕ ಅಧ್ಯಕ್ಷ — [305, 354, 353, 385]
astrology-column — [0, 70, 240, 780]
